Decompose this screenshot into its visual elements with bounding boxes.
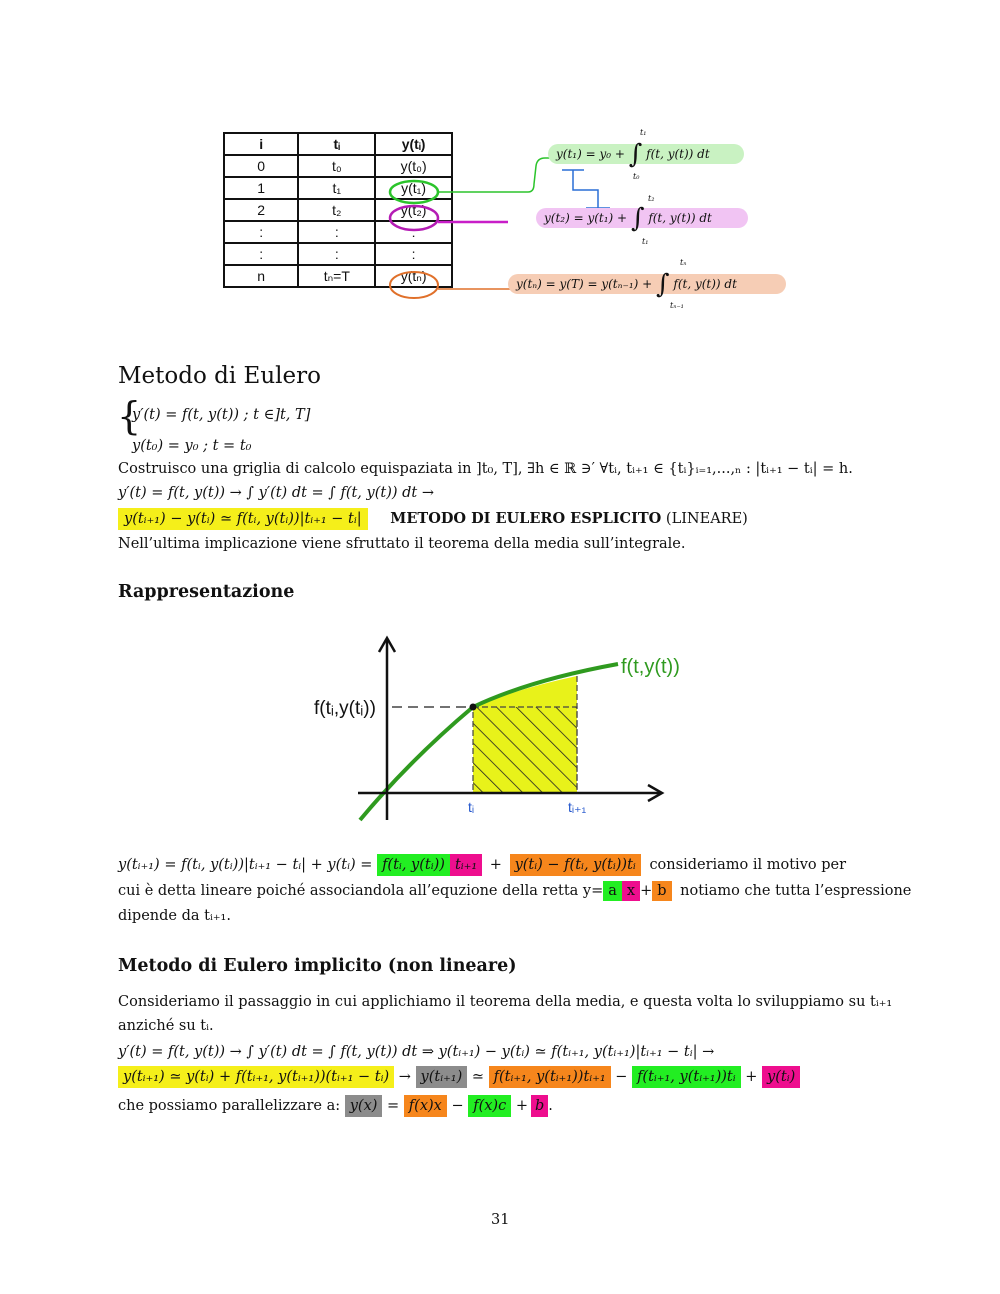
implicit-paragraph-1: Consideriamo il passaggio in cui applichiamo il teorema della media, e questa volta lo sviluppiamo su tᵢ₊₁ — [118, 994, 893, 1010]
parallel-plus: + — [515, 1098, 528, 1114]
implicit-plus: + — [745, 1069, 758, 1085]
implicit-parallel-pre: che possiamo parallelizzare a: — [118, 1098, 341, 1114]
formula-1-tail: f(t, y(t)) dt — [646, 147, 710, 161]
table-connectors — [0, 0, 1000, 330]
line-eq-plus: + — [640, 883, 653, 899]
table-cell: n — [224, 265, 298, 287]
system-line-2: y(t₀) = y₀ ; t = t₀ — [132, 438, 252, 454]
linear-plus: + — [489, 857, 502, 873]
line-eq-a: a — [603, 881, 622, 901]
ellipse-y1 — [390, 181, 438, 203]
euler-graph — [300, 630, 700, 825]
linear-term-x: tᵢ₊₁ — [450, 854, 482, 876]
parallel-b: b — [531, 1095, 548, 1117]
paragraph-media: Nell’ultima implicazione viene sfruttato il teorema della media sull’integrale. — [118, 536, 686, 552]
implicit-yellow: y(tᵢ₊₁) ≃ y(tᵢ) + f(tᵢ₊₁, y(tᵢ₊₁))(tᵢ₊₁ − tᵢ) — [118, 1066, 394, 1088]
formula-1-upper: t₁ — [640, 128, 647, 137]
integral-icon: ∫ — [656, 269, 670, 300]
formula-1-head: y(t₁) = y₀ + — [556, 147, 625, 161]
curve-label: f(t,y(t)) — [621, 656, 680, 678]
integral-icon: ∫ — [630, 203, 645, 234]
table-cell: : — [224, 243, 298, 265]
x-tick-ti1: tᵢ₊₁ — [568, 799, 587, 815]
line-eq-b: b — [652, 881, 671, 901]
table-cell: : — [375, 221, 452, 243]
linear-line-2 — [118, 881, 911, 901]
implicit-magenta: y(tᵢ) — [762, 1066, 800, 1088]
line-eq-x: x — [622, 881, 640, 901]
system-brace: { — [117, 394, 142, 438]
implicit-sim: ≃ — [471, 1069, 485, 1085]
point-marker — [470, 704, 477, 711]
implicit-paragraph-2: anziché su tᵢ. — [118, 1018, 214, 1034]
formula-pill-2 — [536, 203, 748, 234]
table-cell: 2 — [224, 199, 298, 221]
hatched-rectangle — [473, 707, 577, 793]
formula-pill-3 — [508, 269, 786, 300]
linear-line-3: dipende da tᵢ₊₁. — [118, 908, 231, 924]
paragraph-integral: y′(t) = f(t, y(t)) → ∫ y′(t) dt = ∫ f(t, y(t)) dt → — [118, 485, 434, 501]
formula-2-tail: f(t, y(t)) dt — [648, 211, 712, 225]
table-cell: t₀ — [298, 155, 375, 177]
parallel-fxc: f(x)c — [468, 1095, 511, 1117]
formula-3-lower: tₙ₋₁ — [670, 301, 684, 310]
subsection-rappresentazione: Rappresentazione — [118, 582, 295, 602]
implicit-parallel-line — [118, 1096, 553, 1116]
system-line-1: y′(t) = f(t, y(t)) ; t ∈]t, T] — [132, 407, 311, 423]
parallel-fxx: f(x)x — [404, 1095, 447, 1117]
table-cell: : — [375, 243, 452, 265]
explicit-formula: y(tᵢ₊₁) − y(tᵢ) ≃ f(tᵢ, y(tᵢ))|tᵢ₊₁ − tᵢ| — [118, 508, 368, 530]
linear-term-b: y(tᵢ) − f(tᵢ, y(tᵢ))tᵢ — [510, 854, 641, 876]
table-cell: t₁ — [298, 177, 375, 199]
y-value-label: f(tᵢ,y(tᵢ)) — [314, 698, 376, 719]
table-cell: : — [298, 221, 375, 243]
implicit-minus: − — [615, 1069, 628, 1085]
formula-3-tail: f(t, y(t)) dt — [673, 277, 737, 291]
linear-lhs: y(tᵢ₊₁) = f(tᵢ, y(tᵢ))|tᵢ₊₁ − tᵢ| + y(tᵢ) = — [118, 857, 373, 873]
ellipse-y2 — [390, 206, 438, 230]
linear-line-2-pre: cui è detta lineare poiché associandola all’equzione della retta y= — [118, 883, 604, 899]
table-cell: y(t₁) — [375, 177, 452, 199]
section-title: Metodo di Eulero — [118, 363, 321, 389]
table-cell: : — [224, 221, 298, 243]
implicit-gray: y(tᵢ₊₁) — [416, 1066, 468, 1088]
table-cell: tₙ=T — [298, 265, 375, 287]
formula-2-upper: t₂ — [648, 194, 655, 203]
green-connector — [438, 158, 556, 192]
formula-3-upper: tₙ — [680, 258, 687, 267]
parallel-yx: y(x) — [345, 1095, 383, 1117]
explicit-line — [118, 509, 748, 529]
implicit-derivation: y′(t) = f(t, y(t)) → ∫ y′(t) dt = ∫ f(t, y(t)) dt ⇒ y(tᵢ₊₁) − y(tᵢ) ≃ f(tᵢ₊₁, y(tᵢ₊₁)|tᵢ₊₁ − tᵢ| → — [118, 1044, 715, 1060]
table-header-cell: tᵢ — [298, 133, 375, 155]
implicit-green: f(tᵢ₊₁, y(tᵢ₊₁))tᵢ — [632, 1066, 741, 1088]
table-cell: 1 — [224, 177, 298, 199]
ellipse-yn — [390, 272, 438, 298]
linear-tail-1: consideriamo il motivo per — [649, 857, 847, 873]
formula-1-lower: t₀ — [633, 172, 640, 181]
formula-2-lower: t₁ — [642, 237, 649, 246]
table-cell: y(t₀) — [375, 155, 452, 177]
integral-icon: ∫ — [628, 139, 643, 170]
formula-2-head: y(t₂) = y(t₁) + — [544, 211, 628, 225]
table-cell: y(tₙ) — [375, 265, 452, 287]
table-cell: y(t₂) — [375, 199, 452, 221]
formula-pill-1 — [548, 139, 744, 170]
explicit-label-tail: (LINEARE) — [665, 511, 748, 527]
implicit-arrow: → — [398, 1069, 411, 1085]
table-header-cell: i — [224, 133, 298, 155]
parallel-dot: . — [548, 1098, 553, 1114]
table-cell: t₂ — [298, 199, 375, 221]
table-header-cell: y(tᵢ) — [375, 133, 452, 155]
blue-bracket — [562, 170, 610, 208]
explicit-label-bold: METODO DI EULERO ESPLICITO — [390, 510, 662, 527]
implicit-colored-line — [118, 1067, 800, 1087]
linear-line-2-post: notiamo che tutta l’espressione — [680, 883, 912, 899]
x-tick-ti: tᵢ — [468, 799, 475, 815]
page-number: 31 — [491, 1212, 510, 1228]
explicit-label — [390, 511, 748, 527]
implicit-orange: f(tᵢ₊₁, y(tᵢ₊₁))tᵢ₊₁ — [489, 1066, 611, 1088]
paragraph-grid: Costruisco una griglia di calcolo equispaziata in ]t₀, T], ∃h ∈ ℝ ∋′ ∀tᵢ, tᵢ₊₁ ∈ {tᵢ}ᵢ₌₁,...,ₙ : |tᵢ₊₁ − tᵢ| = h. — [118, 461, 853, 477]
formula-3-head: y(tₙ) = y(T) = y(tₙ₋₁) + — [516, 277, 653, 291]
parallel-eq: = — [387, 1098, 400, 1114]
subsection-implicito: Metodo di Eulero implicito (non lineare) — [118, 956, 517, 976]
table-cell: 0 — [224, 155, 298, 177]
parallel-minus: − — [451, 1098, 464, 1114]
table-cell: : — [298, 243, 375, 265]
linear-line-1 — [118, 855, 846, 875]
linear-term-a: f(tᵢ, y(tᵢ)) — [377, 854, 450, 876]
